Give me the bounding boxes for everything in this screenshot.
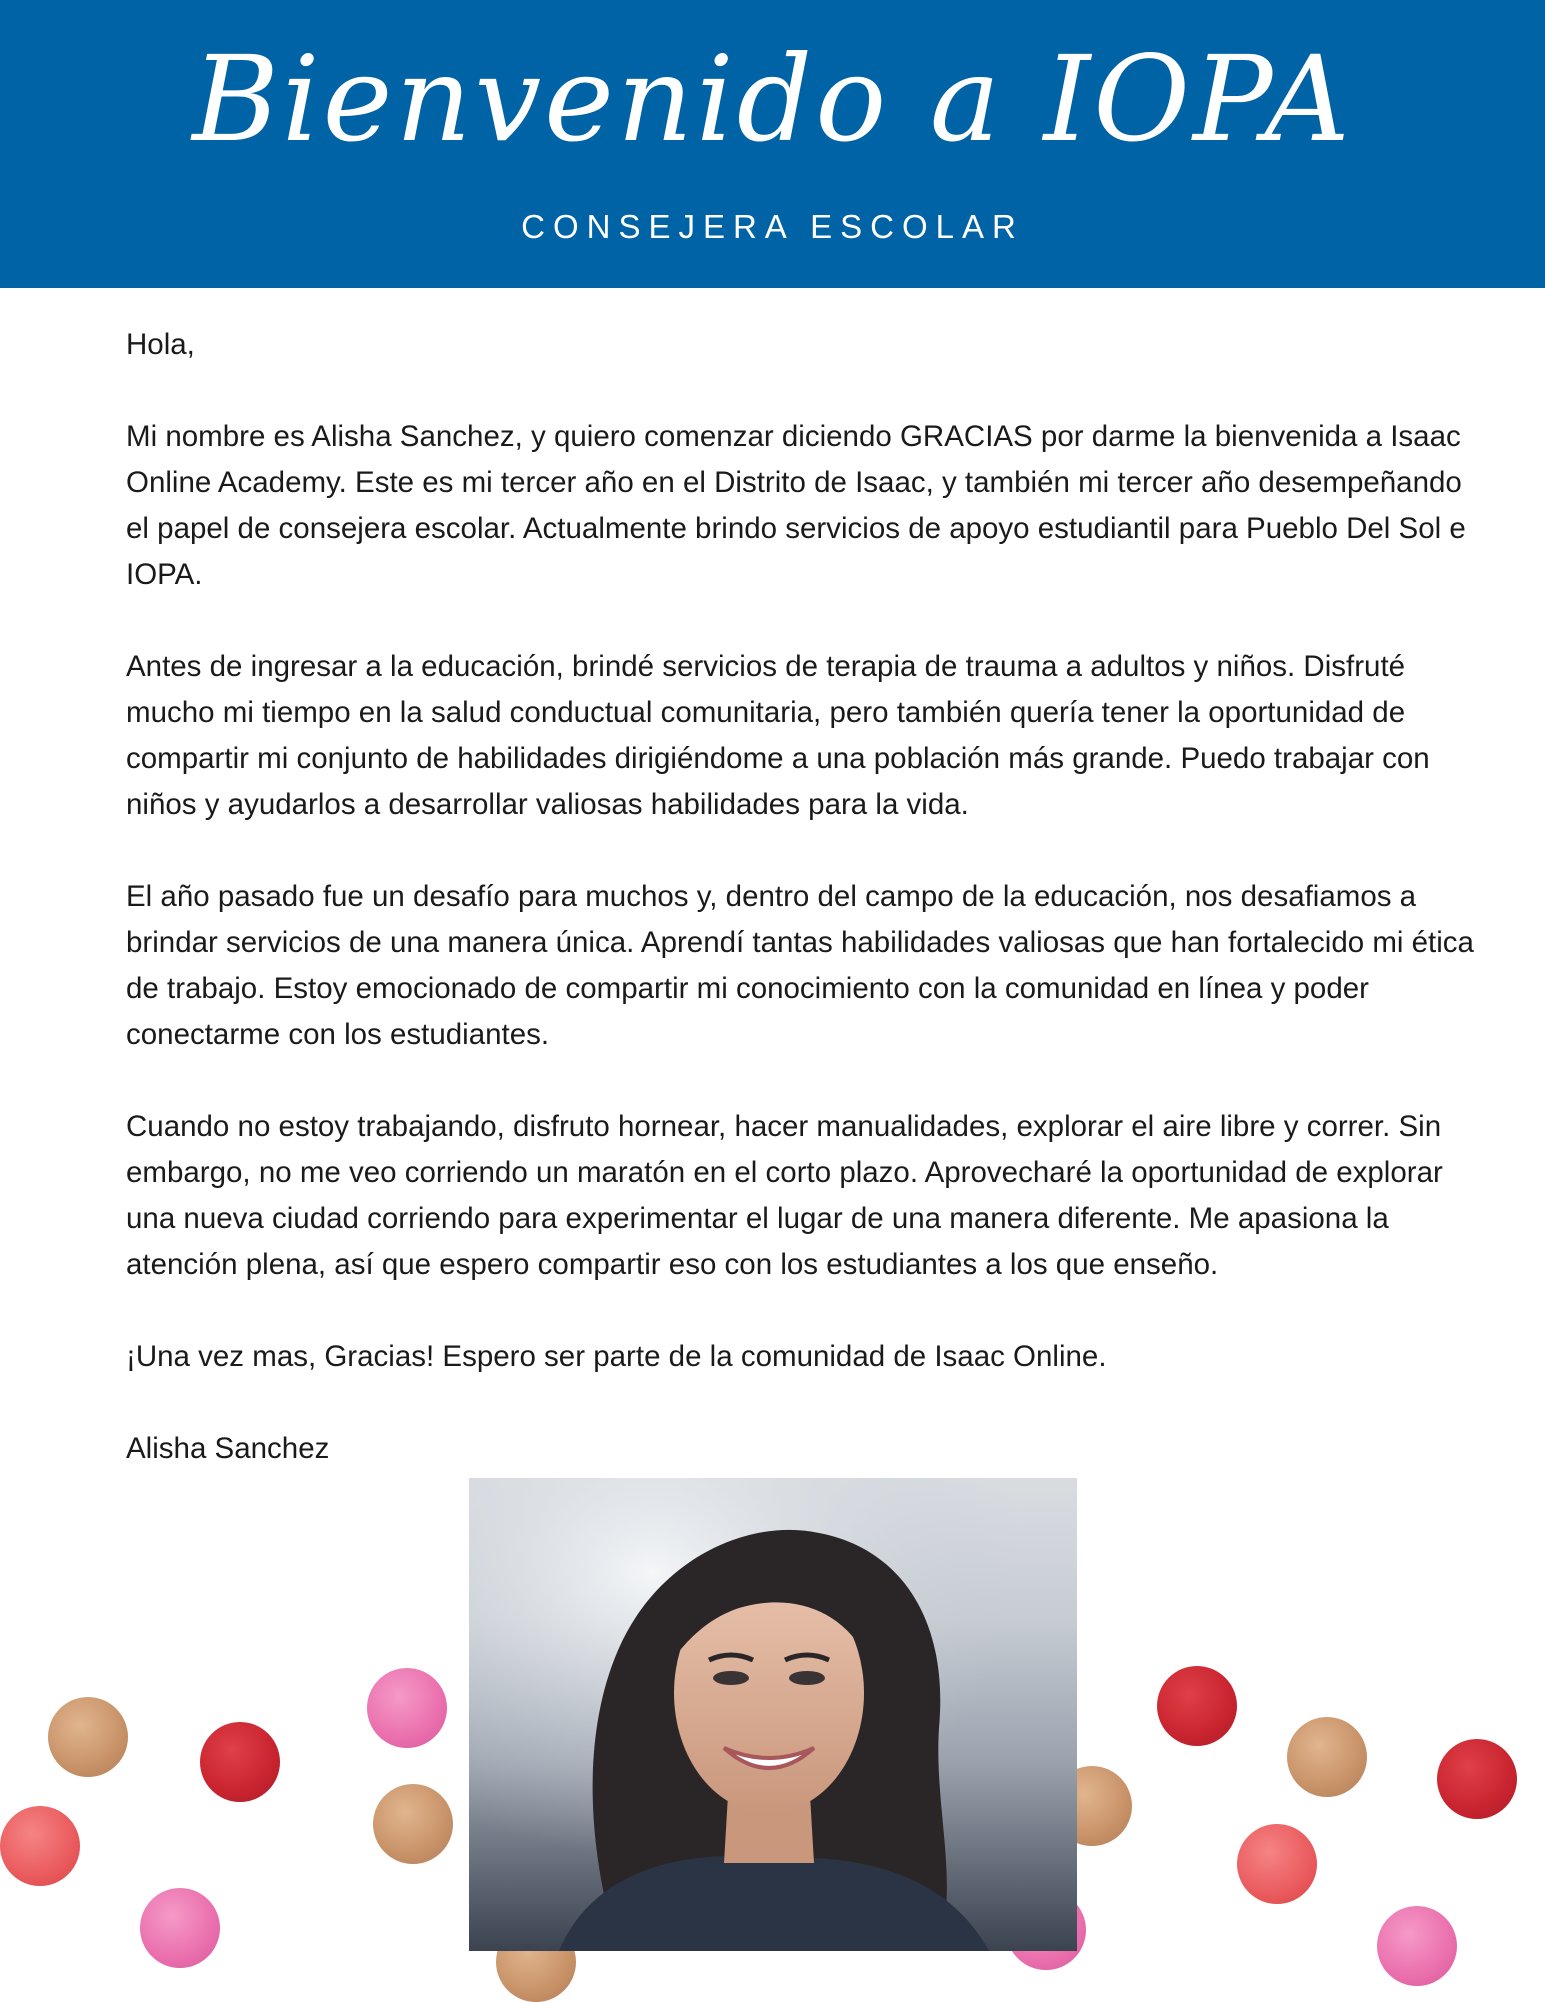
greeting: Hola, xyxy=(126,328,195,361)
signature: Alisha Sanchez xyxy=(126,1432,330,1465)
letter-body xyxy=(126,322,1486,1518)
confetti-dot xyxy=(1377,1906,1457,1986)
paragraph-thanks: ¡Una vez mas, Gracias! Espero ser parte de la comunidad de Isaac Online. xyxy=(126,1340,1107,1373)
confetti-dot xyxy=(373,1784,453,1864)
confetti-dot xyxy=(140,1888,220,1968)
confetti-dot xyxy=(48,1697,128,1777)
counselor-photo xyxy=(469,1478,1077,1951)
confetti-dot xyxy=(1237,1824,1317,1904)
paragraph-intro: Mi nombre es Alisha Sanchez, y quiero comenzar diciendo GRACIAS por darme la bienvenida a Isaac Online Academy. Este es mi tercer año en el Distrito de Isaac, y también mi tercer año desempeñando el papel de consejera escolar. Actualmente brindo servicios de apoyo estudiantil para Pueblo Del Sol e IOPA. xyxy=(126,420,1466,591)
confetti-dot xyxy=(0,1806,80,1886)
header-banner xyxy=(0,0,1545,288)
confetti-dot xyxy=(1437,1739,1517,1819)
paragraph-hobbies: Cuando no estoy trabajando, disfruto hornear, hacer manualidades, explorar el aire libre y correr. Sin embargo, no me veo corriendo un maratón en el corto plazo. Aprovecharé la oportunidad de explorar una nueva ciudad corriendo para experimentar el lugar de una manera diferente. Me apasiona la atención plena, así que espero compartir eso con los estudiantes a los que enseño. xyxy=(126,1110,1443,1281)
portrait-illustration xyxy=(469,1478,1077,1951)
confetti-dot xyxy=(1287,1717,1367,1797)
confetti-dot xyxy=(367,1668,447,1748)
page-subtitle: CONSEJERA ESCOLAR xyxy=(521,208,1024,245)
paragraph-background: Antes de ingresar a la educación, brindé servicios de terapia de trauma a adultos y niños. Disfruté mucho mi tiempo en la salud conductual comunitaria, pero también quería tener la oportunidad de compartir mi conjunto de habilidades dirigiéndome a una población más grande. Puedo trabajar con niños y ayudarlos a desarrollar valiosas habilidades para la vida. xyxy=(126,650,1430,821)
confetti-dot xyxy=(1157,1666,1237,1746)
page-title: Bienvenido a IOPA xyxy=(192,30,1353,168)
confetti-dot xyxy=(200,1722,280,1802)
paragraph-last-year: El año pasado fue un desafío para muchos y, dentro del campo de la educación, nos desafiamos a brindar servicios de una manera única. Aprendí tantas habilidades valiosas que han fortalecido mi ética de trabajo. Estoy emocionado de compartir mi conocimiento con la comunidad en línea y poder conectarme con los estudiantes. xyxy=(126,880,1474,1051)
